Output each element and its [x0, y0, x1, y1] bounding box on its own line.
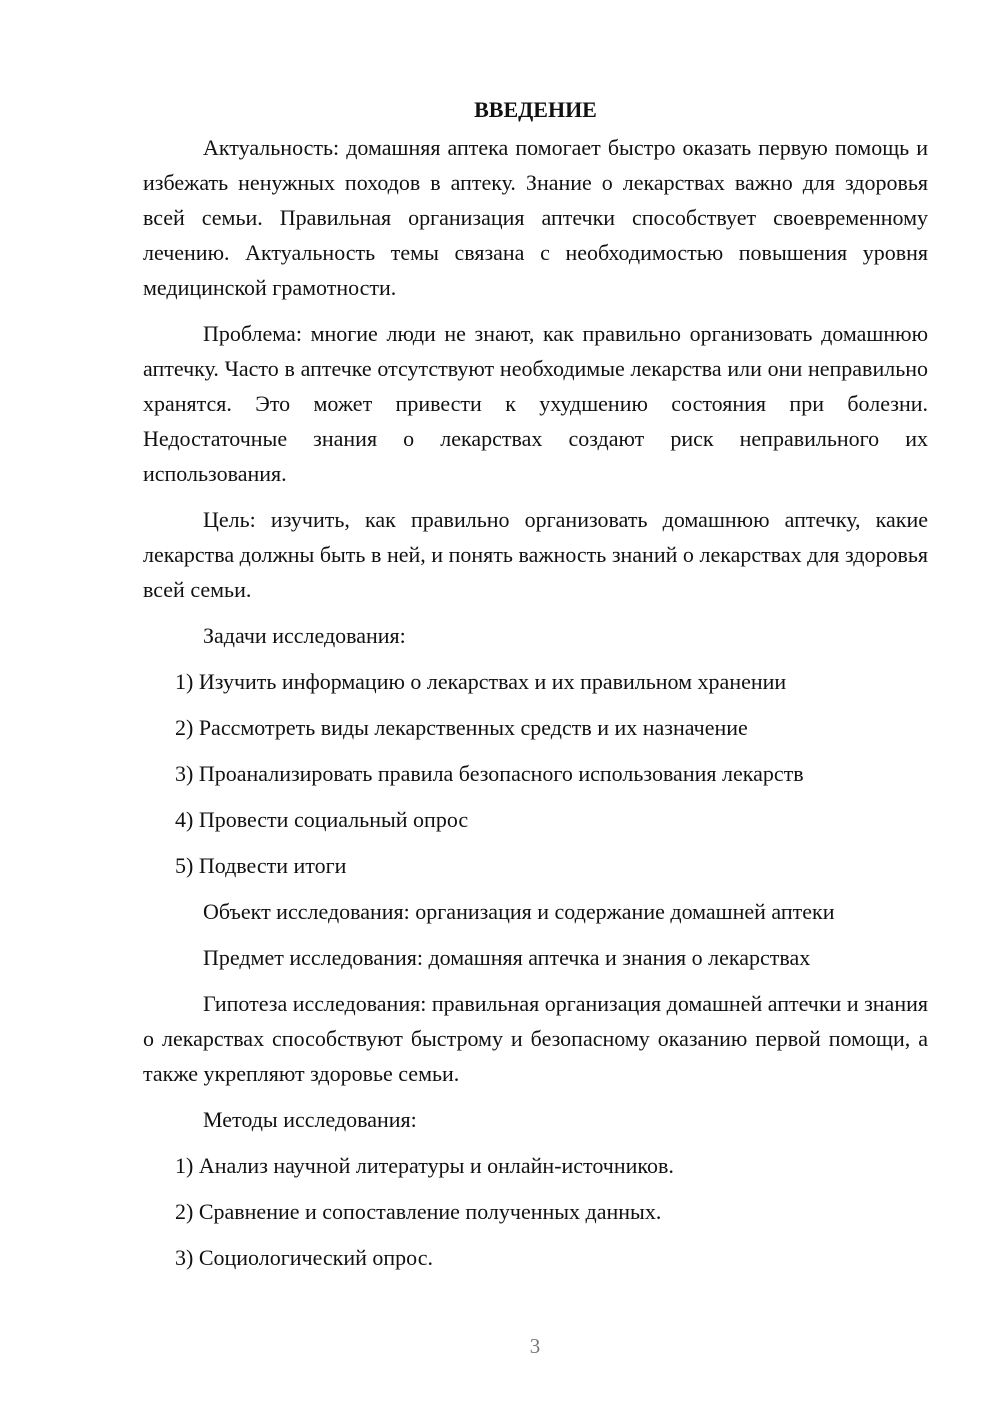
page-number: 3 — [529, 1334, 541, 1358]
list-item: 5) Подвести итоги — [175, 853, 347, 878]
page-content — [143, 94, 928, 1286]
object-paragraph: Объект исследования: организация и содержание домашней аптеки — [203, 899, 835, 924]
list-item: 2) Сравнение и сопоставление полученных данных. — [175, 1199, 662, 1224]
tasks-list — [143, 664, 928, 883]
problem-paragraph: Проблема: многие люди не знают, как правильно организовать домашнюю аптечку. Часто в аптечке отсутствуют необходимые лекарства или они неправильно хранятся. Это может привести к ухудшению состояния при болезни. Недостаточные знания о лекарствах создают риск неправильного их использования. — [143, 321, 928, 486]
subject-paragraph: Предмет исследования: домашняя аптечка и знания о лекарствах — [203, 945, 811, 970]
list-item: 3) Социологический опрос. — [175, 1245, 433, 1270]
methods-heading: Методы исследования: — [203, 1107, 417, 1132]
methods-list — [143, 1148, 928, 1275]
tasks-heading: Задачи исследования: — [203, 623, 406, 648]
relevance-paragraph: Актуальность: домашняя аптека помогает быстро оказать первую помощь и избежать ненужных походов в аптеку. Знание о лекарствах важно для здоровья всей семьи. Правильная организация аптечки способствует своевременному лечению. Актуальность темы связана с необходимостью повышения уровня медицинской грамотности. — [143, 135, 928, 300]
hypothesis-paragraph: Гипотеза исследования: правильная организация домашней аптечки и знания о лекарствах способствуют быстрому и безопасному оказанию первой помощи, а также укрепляют здоровье семьи. — [143, 991, 928, 1086]
list-item: 3) Проанализировать правила безопасного использования лекарств — [175, 761, 804, 786]
list-item: 4) Провести социальный опрос — [175, 807, 469, 832]
goal-paragraph: Цель: изучить, как правильно организовать домашнюю аптечку, какие лекарства должны быть в ней, и понять важность знаний о лекарствах для здоровья всей семьи. — [143, 507, 928, 602]
section-title: ВВЕДЕНИЕ — [474, 97, 597, 122]
list-item: 1) Анализ научной литературы и онлайн-источников. — [175, 1153, 674, 1178]
list-item: 1) Изучить информацию о лекарствах и их правильном хранении — [175, 669, 787, 694]
list-item: 2) Рассмотреть виды лекарственных средств и их назначение — [175, 715, 748, 740]
